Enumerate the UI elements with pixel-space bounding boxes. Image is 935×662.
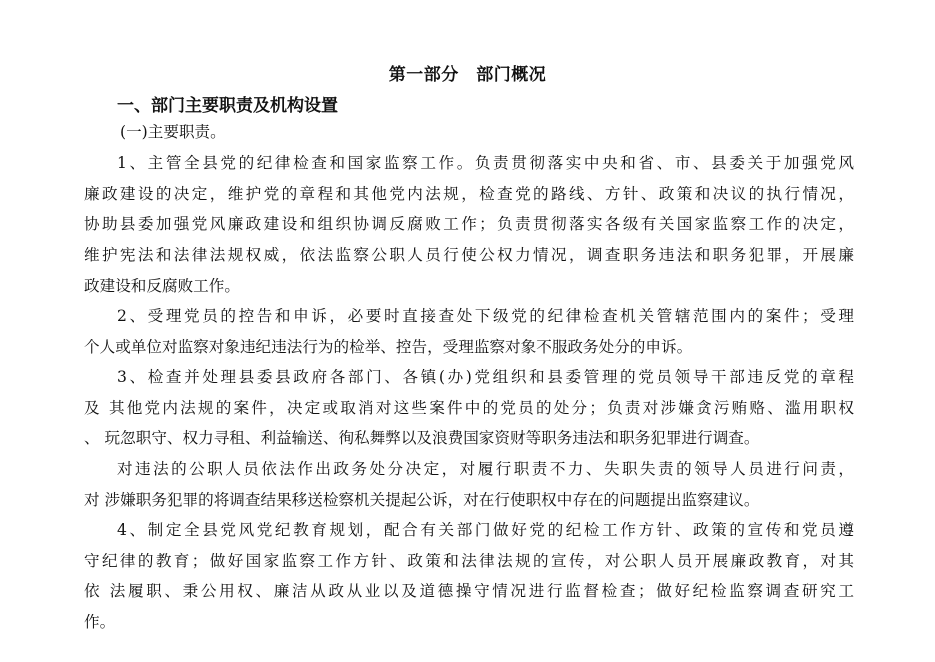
paragraph-line: 守纪律的教育；做好国家监察工作方针、政策和法律法规的宣传，对公职人员开展廉政教育，对其	[84, 551, 854, 570]
paragraph-line: 作。	[84, 613, 116, 632]
paragraph-line: 4、制定全县党风党纪教育规划，配合有关部门做好党的纪检工作方针、政策的宣传和党员遵	[117, 521, 854, 539]
paragraph-line: 、 玩忽职守、权力寻租、利益输送、徇私舞弊以及浪费国家资财等职务违法和职务犯罪进行调查。	[84, 429, 760, 448]
section-heading: 一、部门主要职责及机构设置	[117, 96, 338, 116]
paragraph-line: 3、检查并处理县委县政府各部门、各镇(办)党组织和县委管理的党员领导干部违反党的章程	[117, 368, 854, 386]
paragraph-line: 2、受理党员的控告和申诉，必要时直接查处下级党的纪律检查机关管辖范围内的案件；受理	[117, 307, 854, 325]
page-title: 第一部分 部门概况	[388, 65, 547, 85]
subheading: (一)主要职责。	[120, 123, 226, 141]
paragraph-line: 政建设和反腐败工作。	[84, 276, 240, 295]
paragraph-line: 协助县委加强党风廉政建设和组织协调反腐败工作；负责贯彻落实各级有关国家监察工作的决定，	[84, 215, 854, 234]
paragraph-1	[84, 148, 854, 301]
paragraph-5	[84, 515, 854, 638]
paragraph-line: 廉政建设的决定，维护党的章程和其他党内法规，检查党的路线、方针、政策和决议的执行情况，	[84, 184, 854, 203]
subheading-block	[84, 117, 854, 148]
paragraph-line: 维护宪法和法律法规权威，依法监察公职人员行使公权力情况，调查职务违法和职务犯罪，开展廉	[84, 246, 854, 265]
paragraph-line: 依 法履职、秉公用权、廉洁从政从业以及道德操守情况进行监督检查；做好纪检监察调查研究工	[84, 582, 854, 601]
paragraph-line: 及 其他党内法规的案件，决定或取消对这些案件中的党员的处分；负责对涉嫌贪污贿赂、滥用职权	[84, 398, 854, 417]
paragraph-3	[84, 362, 854, 454]
paragraph-line: 对违法的公职人员依法作出政务处分决定，对履行职责不力、失职失责的领导人员进行问责，	[117, 460, 854, 478]
paragraph-line: 对 涉嫌职务犯罪的将调查结果移送检察机关提起公诉，对在行使职权中存在的问题提出监察建议。	[84, 490, 760, 509]
paragraph-line: 个人或单位对监察对象违纪违法行为的检举、控告，受理监察对象不服政务处分的申诉。	[84, 337, 693, 356]
paragraph-2	[84, 301, 854, 362]
paragraph-line: 1、主管全县党的纪律检查和国家监察工作。负责贯彻落实中央和省、市、县委关于加强党风	[117, 154, 854, 172]
paragraph-4	[84, 454, 854, 515]
